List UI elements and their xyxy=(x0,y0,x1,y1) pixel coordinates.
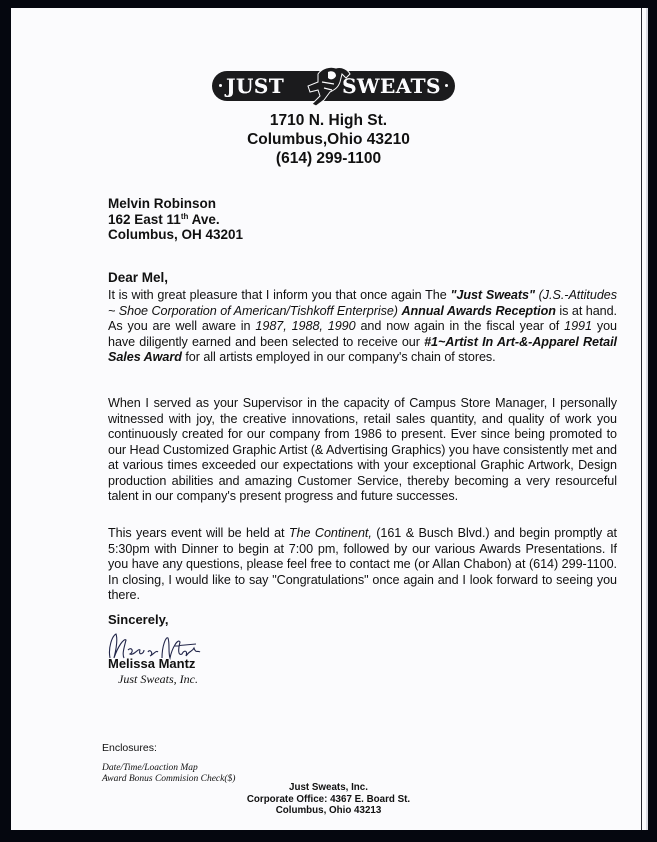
runner-mascot-icon xyxy=(304,64,352,108)
recipient-address xyxy=(108,196,243,243)
signer-name: Melissa Mantz xyxy=(108,656,196,671)
enclosures-label: Enclosures: xyxy=(102,742,157,754)
recipient-city: Columbus, OH 43201 xyxy=(108,227,244,242)
text-run: you have diligently earned and been selected to receive our xyxy=(108,319,618,349)
award-years: 1987, 1988, 1990 xyxy=(255,319,356,333)
venue-name: The Continent, xyxy=(288,526,372,540)
letterhead-city: Columbus,Ohio 43210 xyxy=(247,131,410,148)
corporate-footer xyxy=(11,782,646,817)
footer-company: Just Sweats, Inc. xyxy=(289,782,368,793)
recipient-street xyxy=(108,212,243,228)
recipient-street-ordinal: th xyxy=(180,211,189,221)
paragraph-supervisor-praise: When I served as your Supervisor in the capacity of Campus Store Manager, I personally witnessed with joy, the creative innovations, retail sales quantity, and quality of work you continuously created for our company from 1986 to present. Ever since being promoted to our Head Customized Graphic Artist (& Advertising Graphics) you have consistently met and at various times exceeded our expectations with your exceptional Graphic Artwork, Design production abilities and amazing Customer Service, thereby becoming a very resourceful talent in our company's present progress and future successes. xyxy=(108,396,617,503)
letterhead-street: 1710 N. High St. xyxy=(269,112,388,129)
letterhead-address xyxy=(11,111,646,168)
enclosure-item: Date/Time/Loaction Map xyxy=(102,763,198,773)
logo-dot-left xyxy=(219,84,222,87)
text-run: (161 & Busch Blvd.) and begin promptly at 5:30pm with Dinner to begin at 7:00 pm, followed by our various Awards Presentations. If you have any questions, please feel free to contact me (or Allan Chabon) at (614) 299-1100. In closing, I would like to say "Congratulations" once again and I look forward to seeing you there. xyxy=(108,526,617,602)
paragraph-award-announcement xyxy=(108,288,617,366)
footer-office: Corporate Office: 4367 E. Board St. xyxy=(246,793,411,805)
event-name-emphasis: Annual Awards Reception xyxy=(401,303,556,318)
text-run: It is with great pleasure that I inform you that once again The xyxy=(108,288,451,302)
logo-word-just: JUST xyxy=(226,74,285,98)
recipient-street-number: 162 East 11 xyxy=(108,211,181,227)
paragraph-event-details xyxy=(108,526,617,604)
enclosure-item: Award Bonus Commision Check($) xyxy=(102,774,236,784)
closing: Sincerely, xyxy=(108,612,169,627)
salutation: Dear Mel, xyxy=(108,270,169,285)
fiscal-year: 1991 xyxy=(564,319,592,333)
company-name-emphasis: "Just Sweats" xyxy=(450,288,535,302)
just-sweats-logo xyxy=(212,71,455,101)
letter-page xyxy=(11,8,648,830)
logo-word-sweats: SWEATS xyxy=(342,74,441,98)
text-run: This years event will be held at xyxy=(108,526,289,540)
award-title-emphasis: #1~Artist In Art-&-Apparel Retail Sales Award xyxy=(108,334,617,364)
recipient-street-name: Ave. xyxy=(188,211,220,227)
corporate-affiliation: (J.S.-Attitudes ~ Shoe Corporation of American/Tishkoff Enterprise) xyxy=(108,288,617,318)
letterhead-phone: (614) 299-1100 xyxy=(275,150,382,167)
text-run: is at hand. As you are well aware in xyxy=(108,303,618,333)
footer-city: Columbus, Ohio 43213 xyxy=(275,805,382,816)
text-run: for all artists employed in our company's chain of stores. xyxy=(181,350,496,364)
logo-dot-right xyxy=(445,84,448,87)
text-run: and now again in the fiscal year of xyxy=(355,319,565,333)
recipient-name: Melvin Robinson xyxy=(108,196,216,211)
signer-company: Just Sweats, Inc. xyxy=(118,672,198,686)
